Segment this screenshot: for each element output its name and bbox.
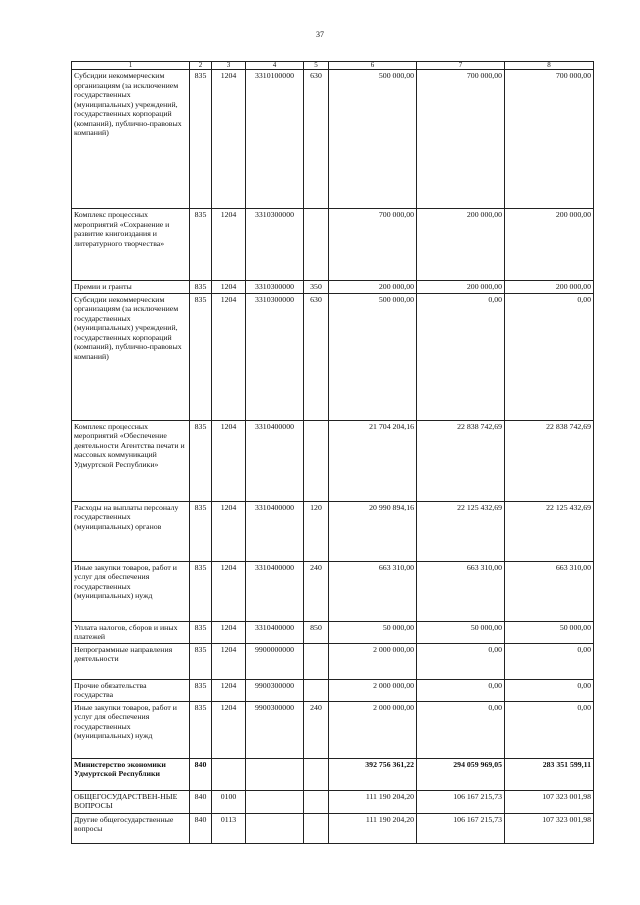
budget-table	[71, 61, 594, 844]
target-article-cell: 9900000000	[246, 643, 304, 679]
table-row	[72, 561, 594, 621]
amount-col6-cell: 111 190 204,20	[329, 790, 417, 813]
amount-col6-cell: 663 310,00	[329, 561, 417, 621]
target-article-cell: 3310300000	[246, 209, 304, 281]
expense-type-cell	[304, 679, 329, 701]
target-article-cell: 3310400000	[246, 621, 304, 643]
amount-col7-cell: 0,00	[417, 293, 505, 420]
ministry-code-cell: 835	[190, 209, 212, 281]
expense-type-cell	[304, 420, 329, 501]
header-cell: 7	[417, 62, 505, 70]
target-article-cell: 3310100000	[246, 70, 304, 209]
amount-col8-cell: 283 351 599,11	[505, 758, 594, 790]
section-code-cell: 0100	[212, 790, 246, 813]
amount-col7-cell: 106 167 215,73	[417, 813, 505, 843]
expense-type-cell: 850	[304, 621, 329, 643]
amount-col8-cell: 107 323 001,98	[505, 813, 594, 843]
header-cell: 3	[212, 62, 246, 70]
item-name-cell: ОБЩЕГОСУДАРСТВЕН-НЫЕ ВОПРОСЫ	[72, 790, 190, 813]
table-row	[72, 293, 594, 420]
expense-type-cell	[304, 813, 329, 843]
table-row	[72, 209, 594, 281]
table-row	[72, 679, 594, 701]
expense-type-cell: 240	[304, 561, 329, 621]
item-name-cell: Непрограммные направления деятельности	[72, 643, 190, 679]
item-name-cell: Уплата налогов, сборов и иных платежей	[72, 621, 190, 643]
amount-col8-cell: 50 000,00	[505, 621, 594, 643]
ministry-code-cell: 835	[190, 420, 212, 501]
amount-col8-cell: 200 000,00	[505, 209, 594, 281]
amount-col8-cell: 663 310,00	[505, 561, 594, 621]
expense-type-cell: 120	[304, 501, 329, 561]
table-row	[72, 420, 594, 501]
table-row	[72, 501, 594, 561]
ministry-code-cell: 835	[190, 501, 212, 561]
page-number: 37	[316, 30, 324, 39]
item-name-cell: Комплекс процессных мероприятий «Сохранение и развитие книгоиздания и литературного творчества»	[72, 209, 190, 281]
expense-type-cell: 630	[304, 293, 329, 420]
amount-col8-cell: 0,00	[505, 701, 594, 758]
item-name-cell: Иные закупки товаров, работ и услуг для обеспечения государственных (муниципальных) нужд	[72, 561, 190, 621]
header-cell: 1	[72, 62, 190, 70]
section-code-cell: 1204	[212, 621, 246, 643]
ministry-code-cell: 840	[190, 758, 212, 790]
ministry-code-cell: 840	[190, 813, 212, 843]
amount-col8-cell: 200 000,00	[505, 281, 594, 294]
amount-col6-cell: 50 000,00	[329, 621, 417, 643]
amount-col7-cell: 700 000,00	[417, 70, 505, 209]
table-row	[72, 281, 594, 294]
item-name-cell: Прочие обязательства государства	[72, 679, 190, 701]
target-article-cell: 3310400000	[246, 561, 304, 621]
item-name-cell: Комплекс процессных мероприятий «Обеспечение деятельности Агентства печати и массовых коммуникаций Удмуртской Республики»	[72, 420, 190, 501]
item-name-cell: Субсидии некоммерческим организациям (за исключением государственных (муниципальных) учреждений, государственных корпораций (компаний), публично-правовых компаний)	[72, 293, 190, 420]
section-code-cell: 1204	[212, 679, 246, 701]
ministry-code-cell: 835	[190, 293, 212, 420]
amount-col7-cell: 22 125 432,69	[417, 501, 505, 561]
expense-type-cell	[304, 758, 329, 790]
item-name-cell: Расходы на выплаты персоналу государственных (муниципальных) органов	[72, 501, 190, 561]
header-cell: 8	[505, 62, 594, 70]
amount-col7-cell: 294 059 969,05	[417, 758, 505, 790]
target-article-cell: 9900300000	[246, 701, 304, 758]
header-cell: 4	[246, 62, 304, 70]
amount-col8-cell: 700 000,00	[505, 70, 594, 209]
amount-col6-cell: 2 000 000,00	[329, 643, 417, 679]
ministry-code-cell: 835	[190, 621, 212, 643]
expense-type-cell	[304, 790, 329, 813]
amount-col8-cell: 22 125 432,69	[505, 501, 594, 561]
section-code-cell: 1204	[212, 561, 246, 621]
amount-col6-cell: 2 000 000,00	[329, 679, 417, 701]
header-cell: 5	[304, 62, 329, 70]
item-name-cell: Иные закупки товаров, работ и услуг для обеспечения государственных (муниципальных) нужд	[72, 701, 190, 758]
section-code-cell	[212, 758, 246, 790]
section-code-cell: 1204	[212, 701, 246, 758]
amount-col7-cell: 663 310,00	[417, 561, 505, 621]
amount-col6-cell: 2 000 000,00	[329, 701, 417, 758]
header-cell: 2	[190, 62, 212, 70]
amount-col7-cell: 50 000,00	[417, 621, 505, 643]
target-article-cell	[246, 813, 304, 843]
ministry-code-cell: 835	[190, 643, 212, 679]
amount-col7-cell: 0,00	[417, 643, 505, 679]
amount-col6-cell: 500 000,00	[329, 293, 417, 420]
target-article-cell	[246, 790, 304, 813]
amount-col8-cell: 22 838 742,69	[505, 420, 594, 501]
ministry-code-cell: 840	[190, 790, 212, 813]
table-body	[72, 70, 594, 844]
section-code-cell: 1204	[212, 70, 246, 209]
item-name-cell: Премии и гранты	[72, 281, 190, 294]
item-name-cell: Субсидии некоммерческим организациям (за исключением государственных (муниципальных) учреждений, государственных корпораций (компаний), публично-правовых компаний)	[72, 70, 190, 209]
amount-col6-cell: 111 190 204,20	[329, 813, 417, 843]
amount-col7-cell: 200 000,00	[417, 281, 505, 294]
table-row	[72, 643, 594, 679]
table-row	[72, 813, 594, 843]
table-row	[72, 701, 594, 758]
amount-col6-cell: 200 000,00	[329, 281, 417, 294]
header-row	[72, 62, 594, 70]
expense-type-cell: 630	[304, 70, 329, 209]
amount-col8-cell: 0,00	[505, 643, 594, 679]
amount-col7-cell: 0,00	[417, 701, 505, 758]
target-article-cell: 3310300000	[246, 281, 304, 294]
section-code-cell: 1204	[212, 420, 246, 501]
amount-col7-cell: 106 167 215,73	[417, 790, 505, 813]
amount-col7-cell: 22 838 742,69	[417, 420, 505, 501]
expense-type-cell: 350	[304, 281, 329, 294]
expense-type-cell	[304, 643, 329, 679]
ministry-code-cell: 835	[190, 701, 212, 758]
amount-col6-cell: 21 704 204,16	[329, 420, 417, 501]
expense-type-cell	[304, 209, 329, 281]
amount-col7-cell: 0,00	[417, 679, 505, 701]
item-name-cell: Другие общегосударственные вопросы	[72, 813, 190, 843]
ministry-code-cell: 835	[190, 679, 212, 701]
target-article-cell: 3310300000	[246, 293, 304, 420]
section-code-cell: 1204	[212, 209, 246, 281]
section-code-cell: 1204	[212, 281, 246, 294]
amount-col8-cell: 0,00	[505, 293, 594, 420]
ministry-code-cell: 835	[190, 70, 212, 209]
item-name-cell: Министерство экономики Удмуртской Республики	[72, 758, 190, 790]
amount-col6-cell: 392 756 361,22	[329, 758, 417, 790]
section-code-cell: 1204	[212, 293, 246, 420]
amount-col6-cell: 700 000,00	[329, 209, 417, 281]
table-row	[72, 790, 594, 813]
target-article-cell: 3310400000	[246, 420, 304, 501]
expense-type-cell: 240	[304, 701, 329, 758]
table-row	[72, 621, 594, 643]
amount-col8-cell: 107 323 001,98	[505, 790, 594, 813]
section-code-cell: 0113	[212, 813, 246, 843]
ministry-code-cell: 835	[190, 281, 212, 294]
amount-col7-cell: 200 000,00	[417, 209, 505, 281]
target-article-cell: 9900300000	[246, 679, 304, 701]
table-row	[72, 758, 594, 790]
target-article-cell: 3310400000	[246, 501, 304, 561]
amount-col8-cell: 0,00	[505, 679, 594, 701]
amount-col6-cell: 20 990 894,16	[329, 501, 417, 561]
section-code-cell: 1204	[212, 501, 246, 561]
table-row	[72, 70, 594, 209]
header-cell: 6	[329, 62, 417, 70]
section-code-cell: 1204	[212, 643, 246, 679]
amount-col6-cell: 500 000,00	[329, 70, 417, 209]
target-article-cell	[246, 758, 304, 790]
ministry-code-cell: 835	[190, 561, 212, 621]
